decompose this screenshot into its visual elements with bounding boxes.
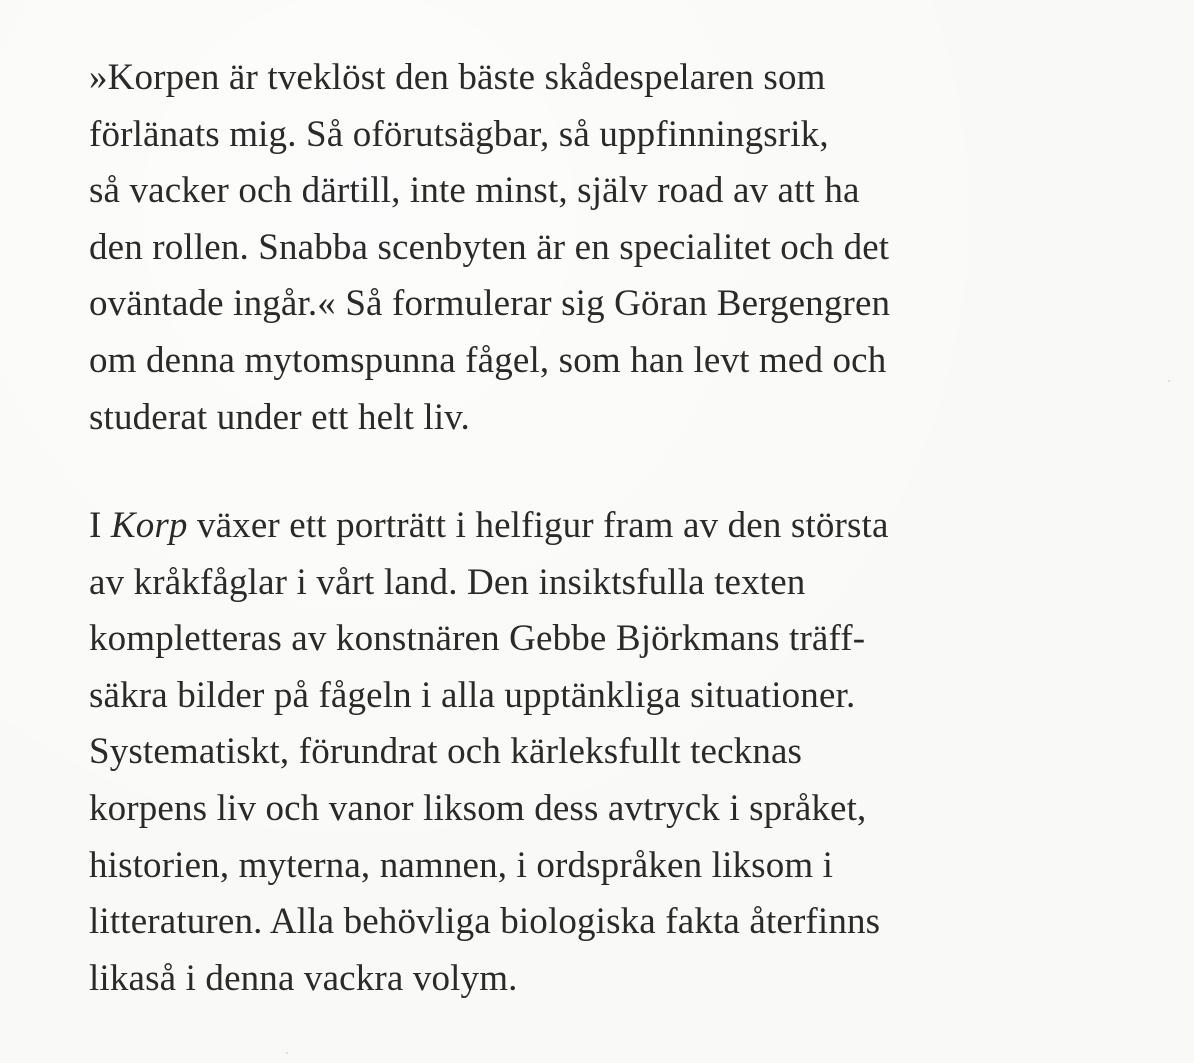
paper-speck: [1168, 380, 1170, 382]
paragraph-description: [89, 498, 1149, 1007]
text-line: »Korpen är tveklöst den bäste skådespelaren som: [89, 57, 826, 98]
text-line: korpens liv och vanor liksom dess avtryck i språket,: [89, 787, 867, 829]
text-line: om denna mytomspunna fågel, som han levt med och: [89, 339, 887, 381]
text-line: förlänats mig. Så oförutsägbar, så uppfinningsrik,: [89, 113, 829, 155]
text-line: så vacker och därtill, inte minst, själv road av att ha: [89, 170, 860, 212]
text-line: oväntade ingår.« Så formulerar sig Göran Bergengren: [89, 283, 891, 325]
text-run: I: [89, 505, 111, 546]
text-line: historien, myterna, namnen, i ordspråken liksom i: [89, 844, 834, 886]
text-line: likaså i denna vackra volym.: [89, 957, 518, 999]
text-line: kompletteras av konstnären Gebbe Björkmans träff-: [89, 618, 866, 660]
text-line: av kråkfåglar i vårt land. Den insiktsfulla texten: [89, 561, 806, 603]
text-line: Systematiskt, förundrat och kärleksfullt tecknas: [89, 731, 803, 773]
text-line: säkra bilder på fågeln i alla upptänkliga situationer.: [89, 674, 856, 716]
text-line: litteraturen. Alla behövliga biologiska fakta återfinns: [89, 901, 881, 943]
text-line: studerat under ett helt liv.: [89, 396, 470, 438]
book-title-italic: Korp: [110, 505, 188, 546]
text-run: växer ett porträtt i helfigur fram av den största: [187, 505, 889, 546]
paper-speck: [286, 1052, 288, 1054]
text-line: den rollen. Snabba scenbyten är en specialitet och det: [89, 226, 890, 268]
paragraph-quote: [89, 50, 1149, 446]
text-line: [89, 498, 1149, 555]
